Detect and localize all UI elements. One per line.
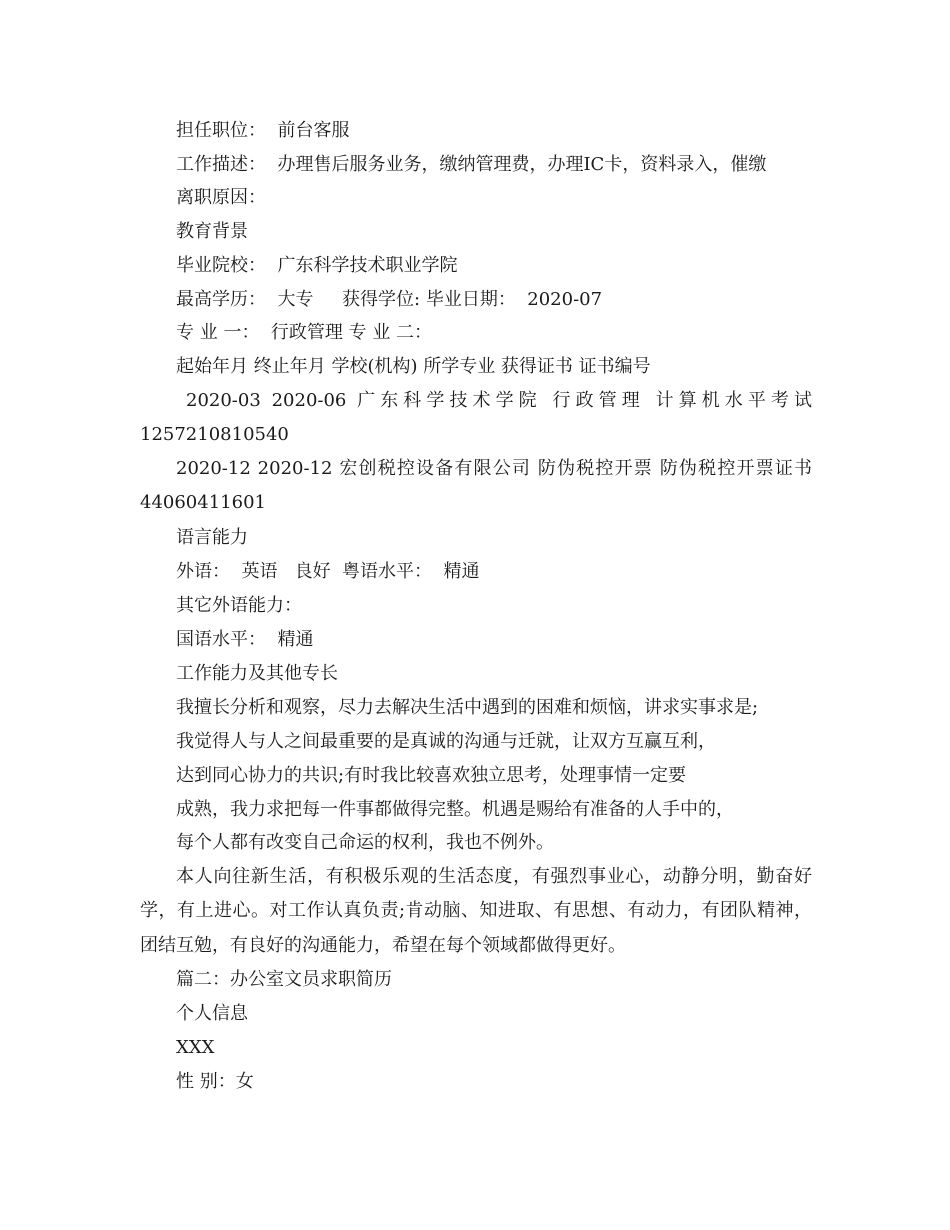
section-title: 篇二：办公室文员求职简历: [176, 969, 392, 990]
gender-line: 性 别：女: [176, 1071, 254, 1092]
skills-text-2: 我觉得人与人之间最重要的是真诚的沟通与迁就，让双方互赢互利，: [176, 731, 716, 752]
skills-text-3: 达到同心协力的共识;有时我比较喜欢独立思考，处理事情一定要: [176, 765, 687, 786]
school-line: 毕业院校： 广东科学技术职业学院: [176, 255, 458, 276]
other-language-line: 其它外语能力：: [176, 595, 302, 616]
certificate-number-1: 1257210810540: [140, 424, 289, 445]
self-evaluation-2: 学，有上进心。对工作认真负责;肯动脑、知进取、有思想、有动力，有团队精神，: [140, 900, 812, 921]
skills-text-1: 我擅长分析和观察，尽力去解决生活中遇到的困难和烦恼，讲求实事求是;: [176, 697, 759, 718]
skills-text-5: 每个人都有改变自己命运的权利，我也不例外。: [176, 832, 554, 853]
table-header-line: 起始年月 终止年月 学校(机构) 所学专业 获得证书 证书编号: [176, 356, 651, 377]
major-line: 专 业 一： 行政管理 专 业 二：: [176, 322, 433, 343]
mandarin-line: 国语水平： 精通: [176, 629, 314, 650]
certificate-number-2: 44060411601: [140, 492, 266, 513]
personal-info-heading: 个人信息: [176, 1003, 248, 1024]
degree-line: 最高学历： 大专 获得学位: 毕业日期： 2020-07: [176, 289, 603, 310]
self-evaluation-1: 本人向往新生活，有积极乐观的生活态度，有强烈事业心，动静分明，勤奋好: [176, 866, 812, 887]
skills-text-4: 成熟，我力求把每一件事都做得完整。机遇是赐给有准备的人手中的，: [176, 799, 734, 820]
education-heading: 教育背景: [176, 221, 248, 242]
education-row-1: 2020-03 2020-06 广东科学技术学院 行政管理 计算机水平考试: [186, 390, 812, 411]
position-line: 担任职位： 前台客服: [176, 120, 350, 141]
leave-reason-line: 离职原因：: [176, 187, 266, 208]
language-heading: 语言能力: [176, 527, 248, 548]
foreign-language-line: 外语： 英语 良好 粤语水平： 精通: [176, 561, 480, 582]
skills-heading: 工作能力及其他专长: [176, 663, 338, 684]
self-evaluation-3: 团结互勉，有良好的沟通能力，希望在每个领域都做得更好。: [140, 935, 626, 956]
job-description-line: 工作描述： 办理售后服务业务，缴纳管理费，办理IC卡，资料录入，催缴: [176, 154, 767, 175]
education-row-2: 2020-12 2020-12 宏创税控设备有限公司 防伪税控开票 防伪税控开票证书: [176, 458, 812, 479]
name-line: XXX: [176, 1037, 215, 1058]
